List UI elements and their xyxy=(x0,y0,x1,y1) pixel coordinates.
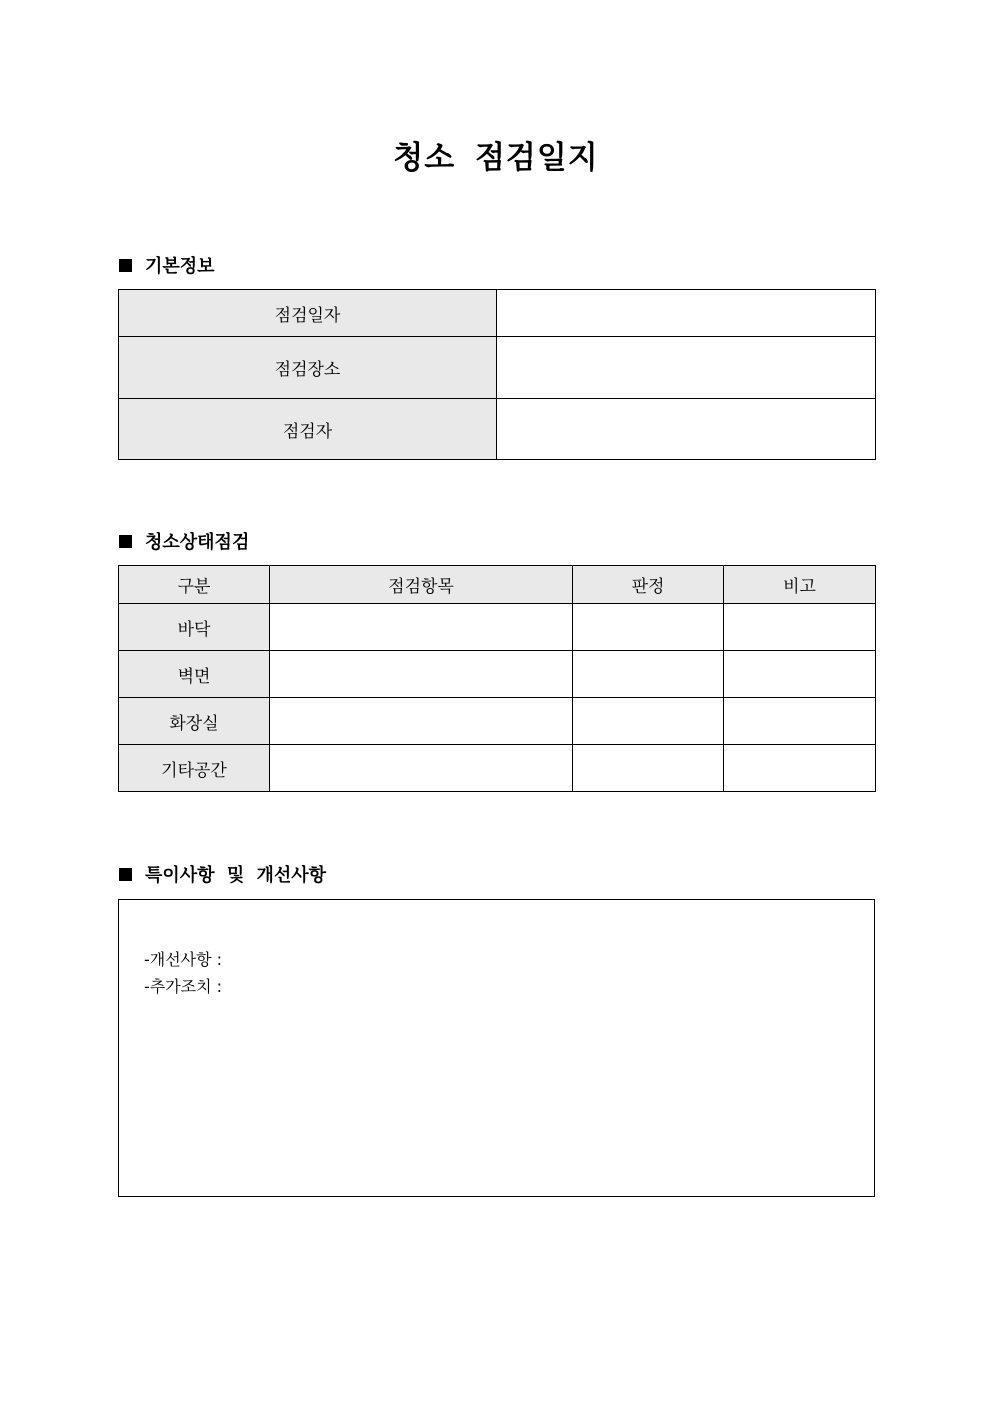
improvement-line: -개선사항 : xyxy=(144,950,223,969)
result-cell[interactable] xyxy=(573,651,724,698)
remarks-heading-text: 특이사항 및 개선사항 xyxy=(145,865,327,886)
category-cell: 화장실 xyxy=(119,698,270,745)
inspector-field[interactable] xyxy=(497,399,876,460)
column-header-result: 판정 xyxy=(573,566,724,604)
category-cell: 바닥 xyxy=(119,604,270,651)
item-cell[interactable] xyxy=(270,745,573,792)
inspector-label: 점검자 xyxy=(119,399,497,460)
item-cell[interactable] xyxy=(270,698,573,745)
table-row xyxy=(119,337,876,399)
result-cell[interactable] xyxy=(573,745,724,792)
note-cell[interactable] xyxy=(724,651,876,698)
cleaning-status-table xyxy=(118,565,876,792)
note-cell[interactable] xyxy=(724,698,876,745)
table-row xyxy=(119,745,876,792)
remarks-heading xyxy=(119,861,326,887)
additional-action-line: -추가조치 : xyxy=(144,977,223,996)
page-title: 청소 점검일지 xyxy=(393,140,599,176)
item-cell[interactable] xyxy=(270,651,573,698)
note-cell[interactable] xyxy=(724,604,876,651)
category-cell: 기타공간 xyxy=(119,745,270,792)
column-header-note: 비고 xyxy=(724,566,876,604)
remarks-box[interactable] xyxy=(118,899,875,1197)
result-cell[interactable] xyxy=(573,604,724,651)
cleaning-status-heading xyxy=(119,528,249,554)
item-cell[interactable] xyxy=(270,604,573,651)
basic-info-heading xyxy=(119,252,215,278)
square-bullet-icon xyxy=(119,868,132,881)
column-header-category: 구분 xyxy=(119,566,270,604)
cleaning-status-heading-text: 청소상태점검 xyxy=(145,532,250,553)
inspection-location-label: 점검장소 xyxy=(119,337,497,399)
inspection-date-field[interactable] xyxy=(497,290,876,337)
basic-info-table xyxy=(118,289,876,460)
table-row xyxy=(119,651,876,698)
square-bullet-icon xyxy=(119,535,132,548)
note-cell[interactable] xyxy=(724,745,876,792)
result-cell[interactable] xyxy=(573,698,724,745)
category-cell: 벽면 xyxy=(119,651,270,698)
inspection-location-field[interactable] xyxy=(497,337,876,399)
column-header-item: 점검항목 xyxy=(270,566,573,604)
basic-info-heading-text: 기본정보 xyxy=(145,256,215,277)
table-row xyxy=(119,290,876,337)
table-row xyxy=(119,399,876,460)
table-row xyxy=(119,698,876,745)
table-row xyxy=(119,604,876,651)
table-header-row xyxy=(119,566,876,604)
square-bullet-icon xyxy=(119,259,132,272)
inspection-date-label: 점검일자 xyxy=(119,290,497,337)
